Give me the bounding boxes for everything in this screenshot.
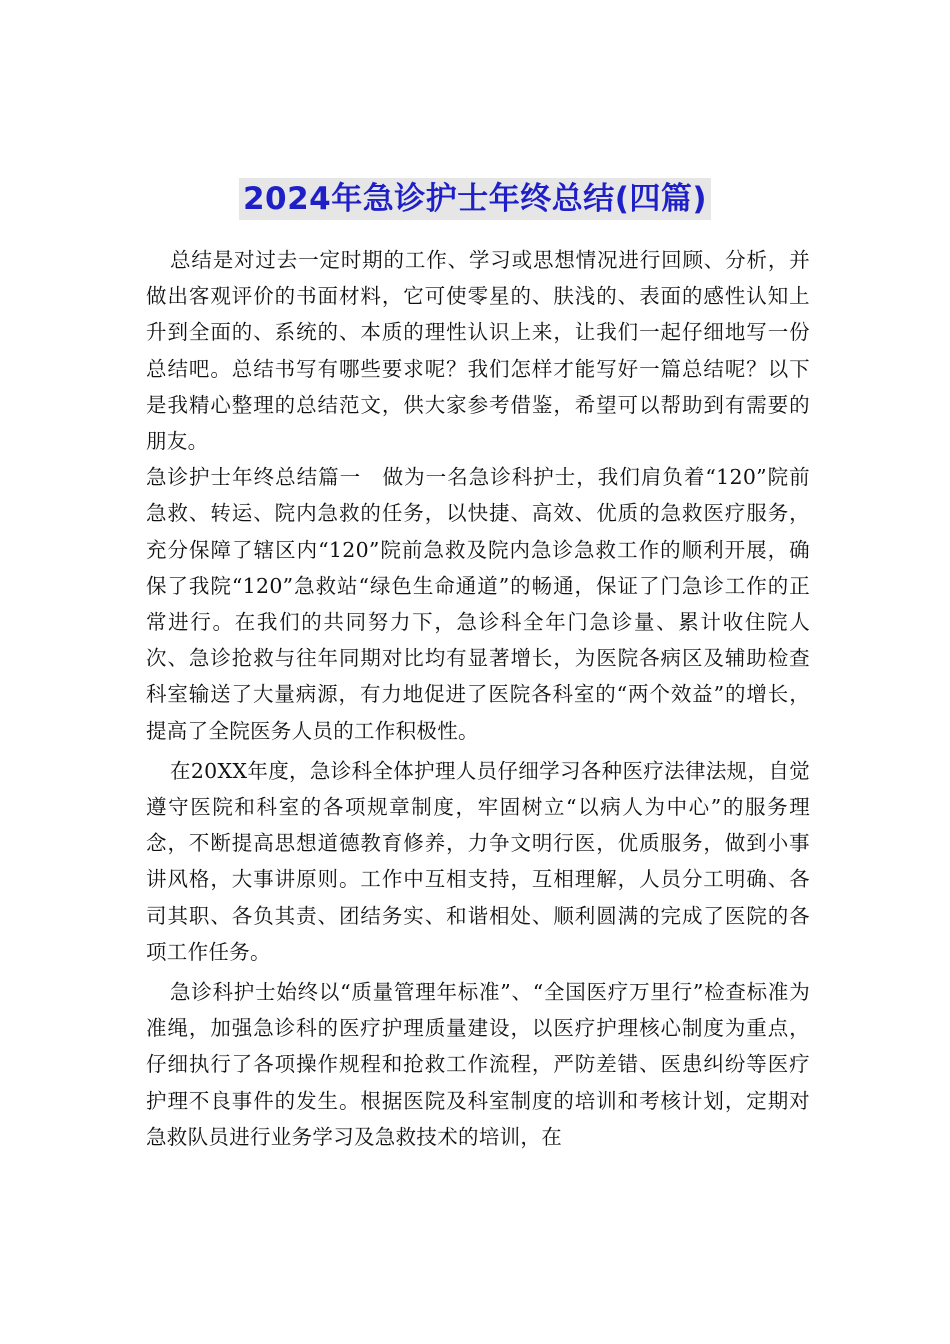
paragraph-quality: 急诊科护士始终以“质量管理年标准”、“全国医疗万里行”检查标准为准绳，加强急诊科的医疗护理质量建设，以医疗护理核心制度为重点，仔细执行了各项操作规程和抢救工作流程，严防差错、医患纠纷等医疗护理不良事件的发生。根据医院及科室制度的培训和考核计划，定期对急救队员进行业务学习及急救技术的培训，在: [146, 980, 810, 1149]
paragraph-intro: 总结是对过去一定时期的工作、学习或思想情况进行回顾、分析，并做出客观评价的书面材料，它可使零星的、肤浅的、表面的感性认知上升到全面的、系统的、本质的理性认识上来，让我们一起仔细地写一份总结吧。总结书写有哪些要求呢？我们怎样才能写好一篇总结呢？以下是我精心整理的总结范文，供大家参考借鉴，希望可以帮助到有需要的朋友。: [146, 248, 810, 454]
title-container: [0, 178, 950, 220]
document-title: 2024年急诊护士年终总结(四篇): [239, 178, 711, 220]
paragraph-annual-work: 在20XX年度，急诊科全体护理人员仔细学习各种医疗法律法规，自觉遵守医院和科室的各项规章制度，牢固树立“以病人为中心”的服务理念，不断提高思想道德教育修养，力争文明行医，优质服务，做到小事讲风格，大事讲原则。工作中互相支持，互相理解，人员分工明确、各司其职、各负其责、团结务实、和谐相处、顺利圆满的完成了医院的各项工作任务。: [146, 758, 810, 964]
document-body: [146, 242, 810, 1155]
paragraph-section-one: 急诊护士年终总结篇一 做为一名急诊科护士，我们肩负着“120”院前急救、转运、院内急救的任务，以快捷、高效、优质的急救医疗服务，充分保障了辖区内“120”院前急救及院内急诊急救工作的顺利开展，确保了我院“120”急救站“绿色生命通道”的畅通，保证了门急诊工作的正常进行。在我们的共同努力下，急诊科全年门急诊量、累计收住院人次、急诊抢救与往年同期对比均有显著增长，为医院各病区及辅助检查科室输送了大量病源，有力地促进了医院各科室的“两个效益”的增长，提高了全院医务人员的工作积极性。: [146, 465, 810, 743]
